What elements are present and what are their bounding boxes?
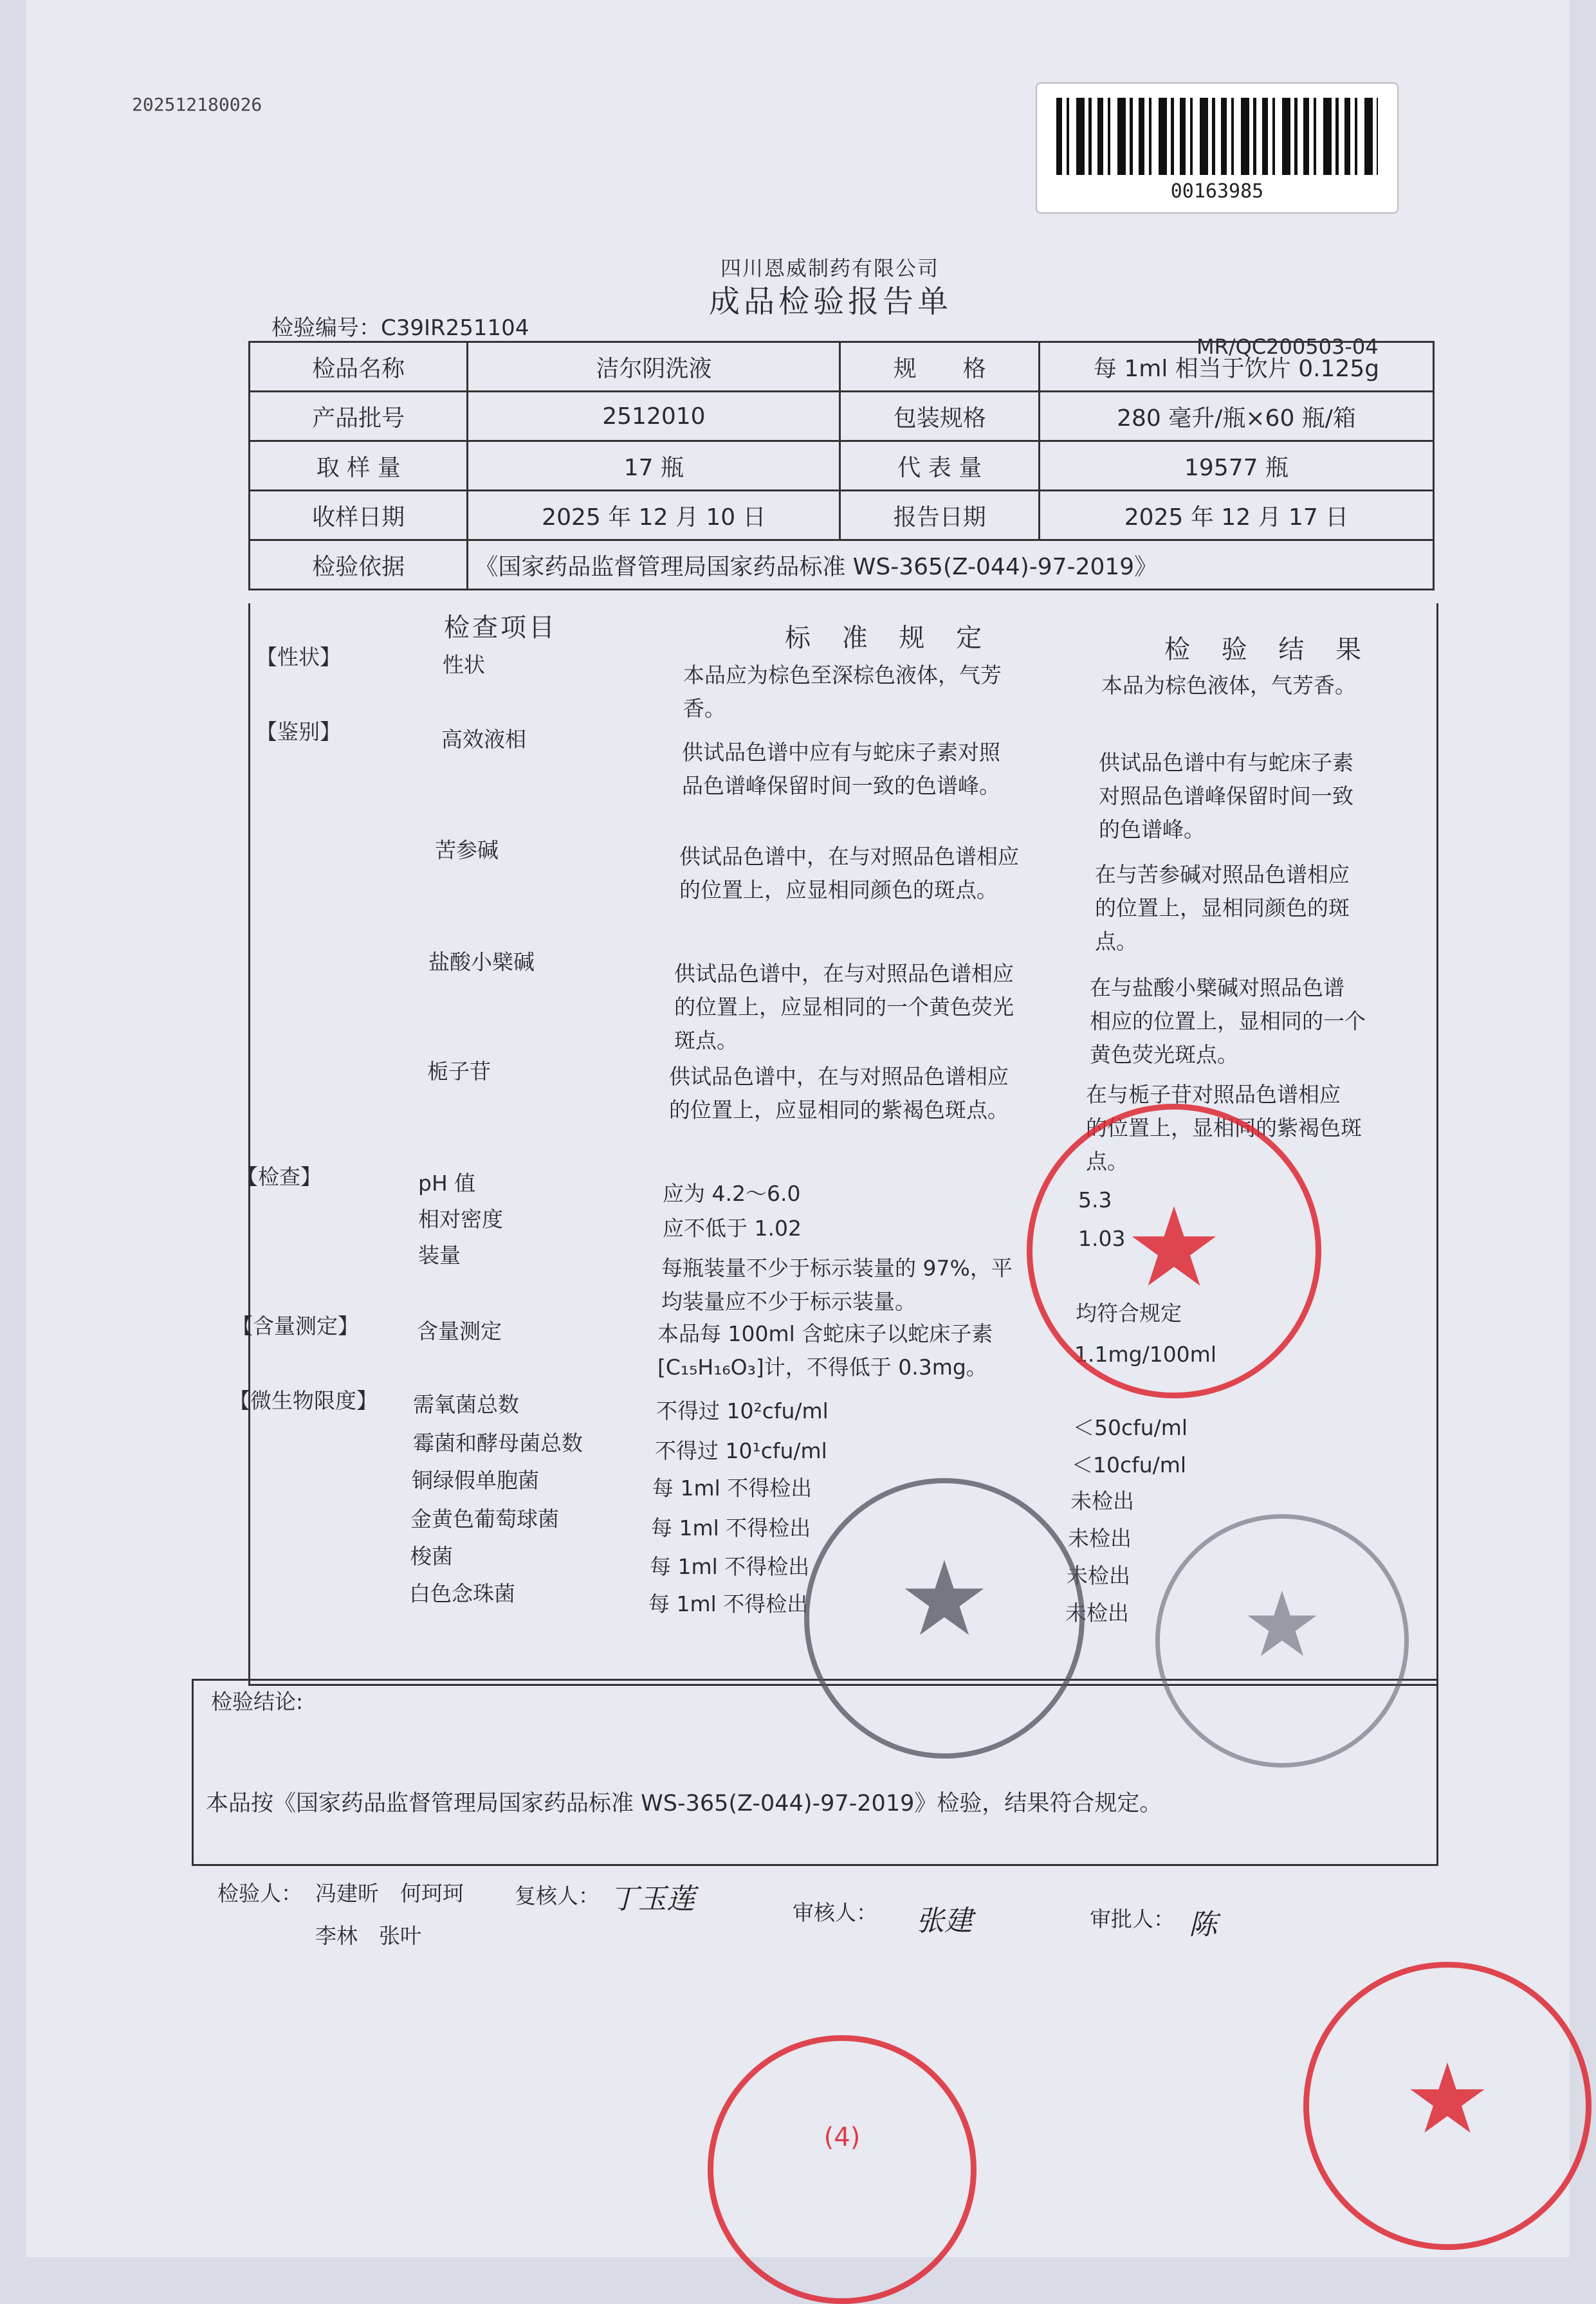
product-label: 检品名称 <box>250 342 468 392</box>
report-date-label: 报告日期 <box>840 491 1040 540</box>
rep-label: 代 表 量 <box>840 441 1040 491</box>
sample-value: 17 瓶 <box>468 441 840 491</box>
document-serial: 202512180026 <box>132 94 262 115</box>
report-date-value: 2025 年 12 月 17 日 <box>1040 491 1434 540</box>
category-identification: 【鉴别】 <box>256 719 341 744</box>
header-result: 检 验 结 果 <box>1164 635 1373 664</box>
item-clostridium: 梭菌 <box>410 1544 453 1569</box>
item-appearance: 性状 <box>443 652 485 677</box>
pack-value: 280 毫升/瓶×60 瓶/箱 <box>1040 392 1434 441</box>
res-berberine-2: 相应的位置上，显相同的一个 <box>1090 1009 1366 1034</box>
copy-seal-number: (4) <box>823 2123 861 2152</box>
recv-date-label: 收样日期 <box>250 491 468 540</box>
item-mold: 霉菌和酵母菌总数 <box>413 1431 583 1456</box>
res-matrine-3: 点。 <box>1095 929 1137 954</box>
auditor-signature: 张建 <box>916 1905 973 1937</box>
std-berberine-3: 斑点。 <box>674 1028 738 1053</box>
std-staphylococcus: 每 1ml 不得检出 <box>651 1515 811 1541</box>
res-aerobic: ＜50cfu/ml <box>1073 1415 1188 1440</box>
header-item: 检查项目 <box>444 613 557 643</box>
info-table <box>248 341 1435 590</box>
std-hplc-1: 供试品色谱中应有与蛇床子素对照 <box>682 740 1000 765</box>
res-appearance: 本品为棕色液体，气芳香。 <box>1101 673 1356 698</box>
std-berberine-2: 的位置上，应显相同的一个黄色荧光 <box>674 994 1014 1019</box>
res-density: 1.03 <box>1078 1226 1126 1251</box>
res-ph: 5.3 <box>1078 1187 1112 1212</box>
star-icon: ★ <box>1404 2043 1491 2155</box>
inspection-gray-seal <box>1155 1514 1409 1768</box>
inspectors-line-2: 李林 张叶 <box>315 1923 421 1948</box>
batch-label: 产品批号 <box>250 392 468 441</box>
res-berberine-3: 黄色荧光斑点。 <box>1090 1042 1238 1067</box>
spec-value: 每 1ml 相当于饮片 0.125g <box>1040 342 1434 392</box>
std-clostridium: 每 1ml 不得检出 <box>650 1554 810 1579</box>
star-icon: ★ <box>1242 1573 1323 1678</box>
category-tests: 【检查】 <box>237 1164 322 1189</box>
barcode-icon <box>1056 98 1378 175</box>
form-code: MR/QC200503-04 <box>1197 334 1379 359</box>
std-geniposide-1: 供试品色谱中，在与对照品色谱相应 <box>669 1064 1009 1089</box>
barcode-label <box>1036 82 1399 214</box>
header-standard: 标 准 规 定 <box>785 623 994 653</box>
quality-dept-red-seal <box>1027 1104 1321 1398</box>
res-hplc-1: 供试品色谱中有与蛇床子素 <box>1099 750 1353 775</box>
star-icon: ★ <box>898 1539 991 1659</box>
item-geniposide: 栀子苷 <box>427 1059 491 1084</box>
category-appearance: 【性状】 <box>256 645 341 670</box>
res-fill: 均符合规定 <box>1076 1301 1182 1326</box>
company-name: 四川恩威制药有限公司 <box>720 256 940 280</box>
std-berberine-1: 供试品色谱中，在与对照品色谱相应 <box>674 961 1014 986</box>
sample-label: 取 样 量 <box>250 441 468 491</box>
item-hplc: 高效液相 <box>441 727 526 752</box>
std-matrine-1: 供试品色谱中，在与对照品色谱相应 <box>679 844 1019 869</box>
item-ph: pH 值 <box>418 1171 476 1196</box>
reviewer-label: 复核人： <box>515 1883 600 1908</box>
auditor-label: 审核人： <box>793 1900 877 1925</box>
item-density: 相对密度 <box>418 1207 503 1232</box>
res-staphylococcus: 未检出 <box>1068 1526 1132 1551</box>
std-fill-2: 均装量应不少于标示装量。 <box>661 1289 916 1314</box>
res-geniposide-2: 的位置上，显相同的紫褐色斑 <box>1086 1115 1362 1140</box>
star-icon: ★ <box>1124 1184 1224 1312</box>
item-fill: 装量 <box>418 1243 461 1268</box>
std-assay-2: [C₁₅H₁₆O₃]计，不得低于 0.3mg。 <box>657 1355 987 1380</box>
std-mold: 不得过 10¹cfu/ml <box>655 1438 827 1463</box>
std-appearance-2: 香。 <box>683 696 726 721</box>
recv-date-value: 2025 年 12 月 10 日 <box>468 491 840 540</box>
std-fill-1: 每瓶装量不少于标示装量的 97%，平 <box>661 1256 1013 1281</box>
item-assay: 含量测定 <box>417 1319 502 1344</box>
item-candida: 白色念珠菌 <box>409 1581 515 1606</box>
res-hplc-3: 的色谱峰。 <box>1099 817 1205 842</box>
item-matrine: 苦参碱 <box>435 837 499 863</box>
res-candida: 未检出 <box>1065 1600 1129 1625</box>
res-matrine-2: 的位置上，显相同颜色的斑 <box>1095 895 1350 920</box>
item-berberine: 盐酸小檗碱 <box>428 949 535 974</box>
spec-label: 规 格 <box>840 342 1040 392</box>
std-geniposide-2: 的位置上，应显相同的紫褐色斑点。 <box>669 1097 1009 1122</box>
basis-label: 检验依据 <box>250 540 468 590</box>
res-geniposide-1: 在与栀子苷对照品色谱相应 <box>1086 1082 1341 1107</box>
std-assay-1: 本品每 100ml 含蛇床子以蛇床子素 <box>657 1321 993 1346</box>
approver-signature: 陈 <box>1189 1908 1217 1941</box>
std-pseudomonas: 每 1ml 不得检出 <box>652 1476 812 1501</box>
inspectors-line-1: 冯建昕 何珂珂 <box>315 1881 464 1906</box>
category-assay: 【含量测定】 <box>232 1313 359 1339</box>
approver-label: 审批人： <box>1090 1906 1175 1932</box>
std-density: 应不低于 1.02 <box>663 1216 802 1241</box>
item-staphylococcus: 金黄色葡萄球菌 <box>410 1506 559 1531</box>
std-appearance-1: 本品应为棕色至深棕色液体，气芳 <box>683 663 1002 688</box>
res-pseudomonas: 未检出 <box>1070 1488 1134 1513</box>
std-ph: 应为 4.2～6.0 <box>663 1181 801 1206</box>
product-value: 洁尔阴洗液 <box>468 342 840 392</box>
batch-value: 2512010 <box>468 392 840 441</box>
res-matrine-1: 在与苦参碱对照品色谱相应 <box>1095 862 1350 887</box>
res-clostridium: 未检出 <box>1067 1563 1130 1588</box>
quality-gray-seal <box>804 1478 1085 1759</box>
res-geniposide-3: 点。 <box>1086 1149 1128 1174</box>
res-hplc-2: 对照品色谱峰保留时间一致 <box>1099 783 1353 809</box>
std-aerobic: 不得过 10²cfu/ml <box>656 1398 829 1423</box>
inspection-number: 检验编号：C39IR251104 <box>271 315 529 341</box>
basis-value: 《国家药品监督管理局国家药品标准 WS-365(Z-044)-97-2019》 <box>468 540 1434 590</box>
std-matrine-2: 的位置上，应显相同颜色的斑点。 <box>679 877 998 902</box>
item-pseudomonas: 铜绿假单胞菌 <box>412 1468 539 1493</box>
res-berberine-1: 在与盐酸小檗碱对照品色谱 <box>1090 975 1344 1000</box>
reviewer-signature: 丁玉莲 <box>610 1883 695 1915</box>
barcode-number: 00163985 <box>1170 180 1264 203</box>
qc-red-seal <box>1303 1962 1591 2250</box>
inspector-label: 检验人： <box>217 1881 302 1906</box>
std-candida: 每 1ml 不得检出 <box>648 1591 809 1616</box>
report-title: 成品检验报告单 <box>709 284 953 320</box>
res-mold: ＜10cfu/ml <box>1072 1452 1187 1477</box>
rep-value: 19577 瓶 <box>1040 441 1434 491</box>
conclusion-label: 检验结论: <box>211 1689 304 1714</box>
category-microbial: 【微生物限度】 <box>229 1388 378 1413</box>
item-aerobic: 需氧菌总数 <box>413 1392 519 1417</box>
std-hplc-2: 品色谱峰保留时间一致的色谱峰。 <box>682 773 1000 798</box>
pack-label: 包装规格 <box>840 392 1040 441</box>
res-assay: 1.1mg/100ml <box>1074 1342 1216 1367</box>
conclusion-text: 本品按《国家药品监督管理局国家药品标准 WS-365(Z-044)-97-2019》检验，结果符合规定。 <box>206 1791 1162 1816</box>
copy-report-red-seal <box>708 2035 977 2304</box>
